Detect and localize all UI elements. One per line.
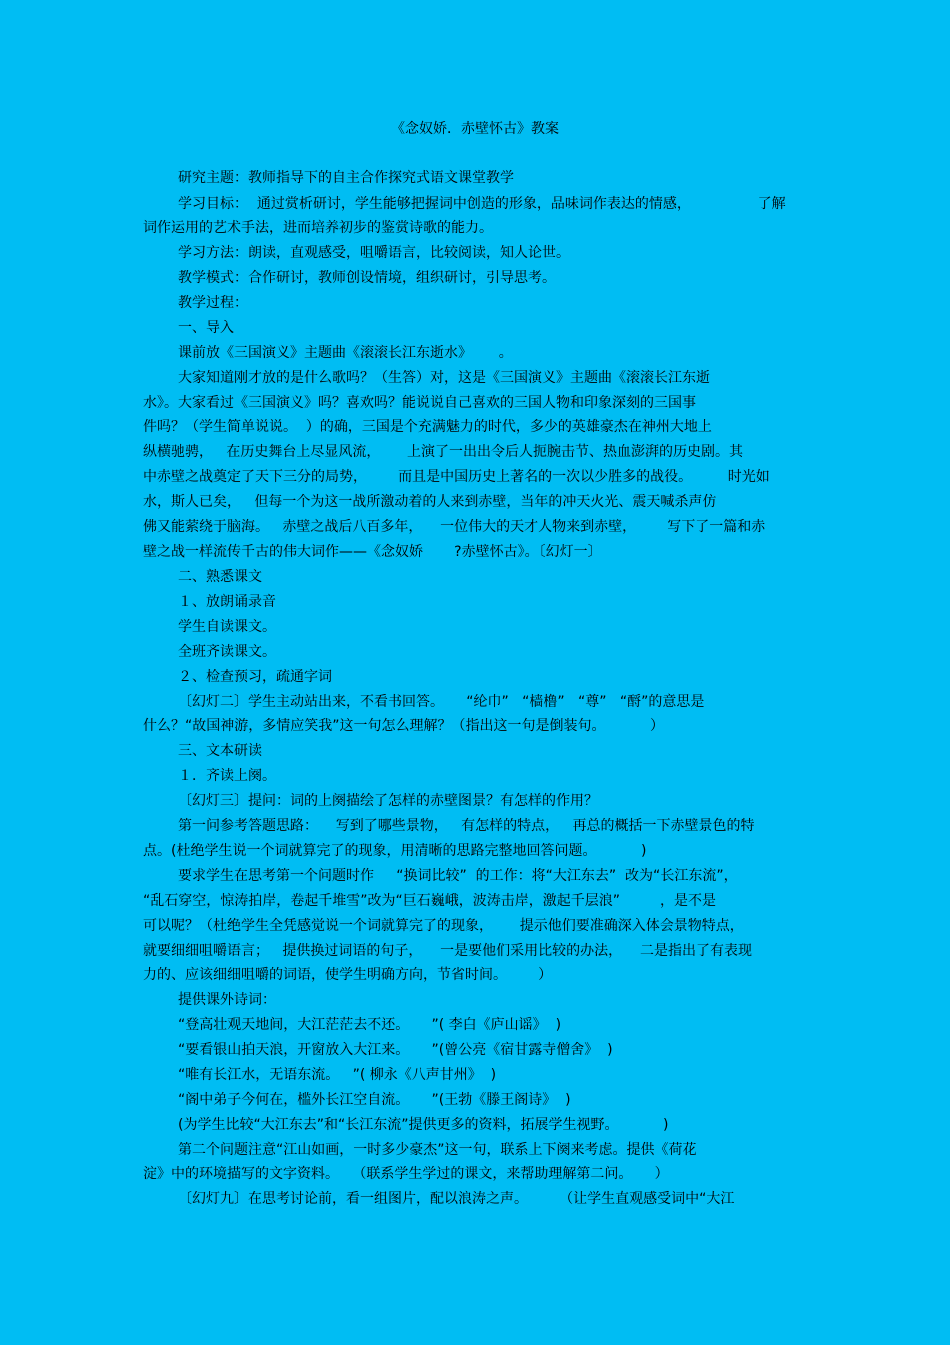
text-line: 力的、应该细细咀嚼的词语，使学生明确方向，节省时间。 ） <box>143 967 553 983</box>
document-title: 《念奴娇．赤壁怀古》教案 <box>391 121 559 137</box>
quote-line: “唯有长江水，无语东流。 ”( 柳永《八声甘州》 ) <box>178 1067 497 1083</box>
text-line: 〔幻灯二〕学生主动站出来，不看书回答。 “纶巾” “樯橹” “尊” “酹”的意思是 <box>178 694 705 710</box>
quote-line: “阁中弟子今何在，槛外长江空自流。 ”(王勃《滕王阁诗》 ) <box>178 1092 571 1108</box>
section-heading: 三、文本研读 <box>178 743 262 759</box>
text-line: 就要细细咀嚼语言； 提供换过词语的句子， 一是要他们采用比较的办法， 二是指出了有表现 <box>143 943 752 959</box>
text-line: 点。(杜绝学生说一个词就算完了的现象，用清晰的思路完整地回答问题。 ) <box>143 843 647 859</box>
quote-line: “登高壮观天地间，大江茫茫去不还。 ”( 李白《庐山谣》 ) <box>178 1017 562 1033</box>
text-line: 提供课外诗词： <box>178 992 276 1008</box>
text-line: 学习目标： 通过赏析研讨，学生能够把握词中创造的形象，品味词作表达的情感， 了解 <box>178 196 786 212</box>
text-line: 件吗？（学生简单说说。 ）的确，三国是个充满魅力的时代，多少的英雄豪杰在神州大地上 <box>143 419 712 435</box>
text-line: 可以呢？（杜绝学生全凭感觉说一个词就算完了的现象， 提示他们要准确深入体会景物特点， <box>143 918 744 934</box>
text-line: 全班齐读课文。 <box>178 644 276 660</box>
quote-line: “要看银山拍天浪，开窗放入大江来。 ”(曾公亮《宿甘露寺僧舍》 ) <box>178 1042 613 1058</box>
text-line: 第二个问题注意“江山如画，一时多少豪杰”这一句，联系上下阕来考虑。提供《荷花 <box>178 1142 697 1158</box>
text-line: 〔幻灯九〕在思考讨论前，看一组图片，配以浪涛之声。 （让学生直观感受词中“大江 <box>178 1191 735 1207</box>
text-line: 学习方法：朗读，直观感受，咀嚼语言，比较阅读，知人论世。 <box>178 245 570 261</box>
text-line: 水》。大家看过《三国演义》吗？喜欢吗？能说说自己喜欢的三国人物和印象深刻的三国事 <box>143 395 696 411</box>
text-line: １．齐读上阕。 <box>178 768 276 784</box>
text-line: 大家知道刚才放的是什么歌吗？（生答）对，这是《三国演义》主题曲《滚滚长江东逝 <box>178 370 710 386</box>
text-line: 中赤壁之战奠定了天下三分的局势， 而且是中国历史上著名的一次以少胜多的战役。 时光如 <box>143 469 770 485</box>
text-line: 要求学生在思考第一个问题时作 “换词比较” 的工作：将“大江东去” 改为“长江东流”， <box>178 868 738 884</box>
text-line: 研究主题：教师指导下的自主合作探究式语文课堂教学 <box>178 170 514 186</box>
text-line: “乱石穿空，惊涛拍岸，卷起千堆雪”改为“巨石巍峨，波涛击岸，激起千层浪” ，是不是 <box>143 893 717 909</box>
text-line: (为学生比较“大江东去”和“长江东流”提供更多的资料，拓展学生视野。 ) <box>178 1117 669 1133</box>
text-line: 词作运用的艺术手法，进而培养初步的鉴赏诗歌的能力。 <box>143 220 493 236</box>
text-line: 教学过程： <box>178 295 248 311</box>
text-line: 学生自读课文。 <box>178 619 276 635</box>
text-line: 第一问参考答题思路： 写到了哪些景物， 有怎样的特点， 再总的概括一下赤壁景色的特 <box>178 818 755 834</box>
text-line: １、放朗诵录音 <box>178 594 276 610</box>
text-line: 壁之战一样流传千古的伟大词作——《念奴娇 ?赤壁怀古》。〔幻灯一〕 <box>143 544 602 560</box>
text-line: ２、检查预习，疏通字词 <box>178 669 332 685</box>
text-line: 水，斯人已矣， 但每一个为这一战所激动着的人来到赤壁，当年的冲天火光、震天喊杀声仿 <box>143 494 717 510</box>
text-line: 纵横驰骋， 在历史舞台上尽显风流， 上演了一出出令后人扼腕击节、热血澎湃的历史剧。其 <box>143 444 744 460</box>
text-line: 一、导入 <box>178 320 234 336</box>
text-line: 课前放《三国演义》主题曲《滚滚长江东逝水》 。 <box>178 345 513 361</box>
text-line: 淀》中的环境描写的文字资料。 （联系学生学过的课文，来帮助理解第二问。 ） <box>143 1166 669 1182</box>
text-line: 教学模式：合作研讨，教师创设情境，组织研讨，引导思考。 <box>178 270 556 286</box>
text-line: 〔幻灯三〕提问：词的上阕描绘了怎样的赤壁图景？有怎样的作用？ <box>178 793 598 809</box>
section-heading: 二、熟悉课文 <box>178 569 262 585</box>
text-line: 佛又能萦绕于脑海。 赤壁之战后八百多年， 一位伟大的天才人物来到赤壁， 写下了一篇和赤 <box>143 519 766 535</box>
text-line: 什么？“故国神游，多情应笑我”这一句怎么理解？（指出这一句是倒装句。 ） <box>143 718 665 734</box>
